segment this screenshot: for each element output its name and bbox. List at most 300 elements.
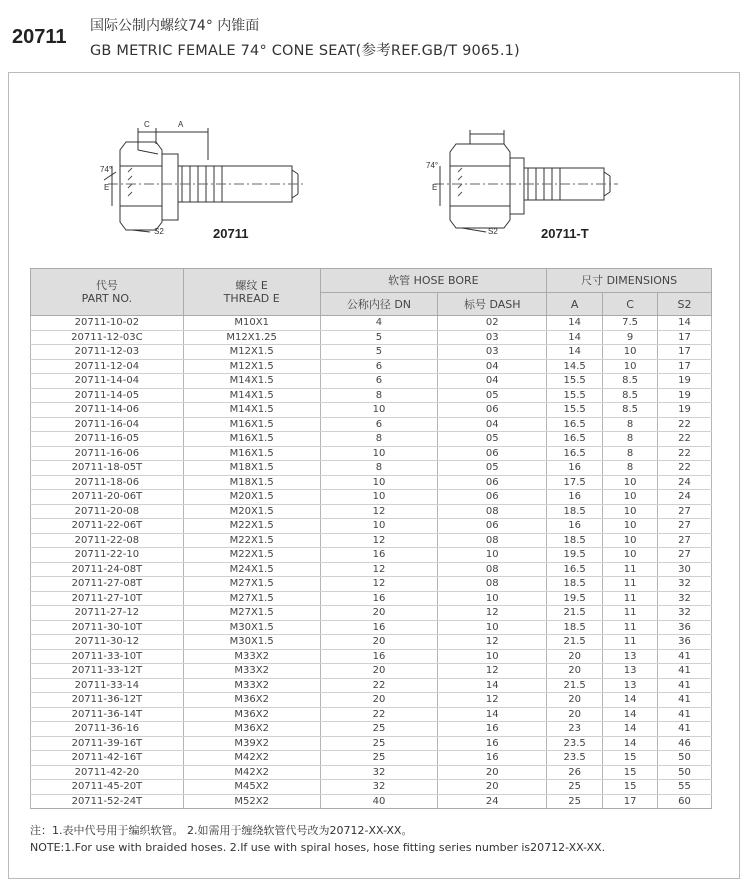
table-row: [31, 548, 712, 563]
cell-a: 20: [547, 707, 603, 722]
table-row: [31, 417, 712, 432]
cell-part-no: 20711-33-14: [31, 678, 184, 693]
cell-a: 23.5: [547, 736, 603, 751]
cell-dn: 5: [320, 345, 438, 360]
cell-a: 16: [547, 519, 603, 534]
cell-c: 13: [603, 664, 658, 679]
cell-part-no: 20711-27-10T: [31, 591, 184, 606]
cell-part-no: 20711-14-04: [31, 374, 184, 389]
cell-a: 16.5: [547, 417, 603, 432]
cell-dn: 32: [320, 765, 438, 780]
cell-s2: 32: [658, 577, 712, 592]
cell-c: 14: [603, 707, 658, 722]
cell-dn: 25: [320, 751, 438, 766]
cell-dash: 10: [438, 649, 547, 664]
fitting-20711-t-svg: [422, 110, 622, 235]
cell-c: 8.5: [603, 374, 658, 389]
cell-thread: M18X1.5: [183, 475, 320, 490]
note-cn: 注：1.表中代号用于编织软管。 2.如需用于缠绕软管代号改为20712-XX-XX。: [30, 824, 413, 837]
cell-dn: 10: [320, 403, 438, 418]
cell-thread: M16X1.5: [183, 417, 320, 432]
cell-c: 14: [603, 736, 658, 751]
cell-part-no: 20711-27-12: [31, 606, 184, 621]
cell-part-no: 20711-10-02: [31, 316, 184, 331]
cell-c: 11: [603, 577, 658, 592]
cell-part-no: 20711-36-14T: [31, 707, 184, 722]
cell-part-no: 20711-18-05T: [31, 461, 184, 476]
table-row: [31, 722, 712, 737]
cell-c: 8: [603, 432, 658, 447]
cell-thread: M16X1.5: [183, 432, 320, 447]
cell-a: 25: [547, 780, 603, 795]
cell-part-no: 20711-12-03: [31, 345, 184, 360]
cell-a: 21.5: [547, 635, 603, 650]
table-row: [31, 751, 712, 766]
angle-label-t: 74°: [426, 161, 439, 170]
cell-dn: 8: [320, 432, 438, 447]
dim-a-label: A: [178, 120, 184, 129]
cell-dash: 05: [438, 388, 547, 403]
cell-a: 14: [547, 330, 603, 345]
cell-a: 21.5: [547, 678, 603, 693]
col-header-s2: S2: [658, 293, 712, 316]
cell-c: 15: [603, 765, 658, 780]
cell-s2: 14: [658, 316, 712, 331]
cell-dash: 08: [438, 533, 547, 548]
cell-dash: 03: [438, 330, 547, 345]
cell-thread: M42X2: [183, 765, 320, 780]
cell-dash: 14: [438, 678, 547, 693]
cell-part-no: 20711-52-24T: [31, 794, 184, 809]
table-row: [31, 475, 712, 490]
drawing-caption-20711: 20711: [213, 226, 249, 241]
cell-thread: M36X2: [183, 707, 320, 722]
cell-dash: 06: [438, 490, 547, 505]
cell-dash: 04: [438, 417, 547, 432]
cell-part-no: 20711-30-10T: [31, 620, 184, 635]
cell-dn: 6: [320, 374, 438, 389]
cell-a: 20: [547, 664, 603, 679]
cell-thread: M36X2: [183, 722, 320, 737]
cell-thread: M39X2: [183, 736, 320, 751]
cell-thread: M27X1.5: [183, 591, 320, 606]
cell-a: 23.5: [547, 751, 603, 766]
cell-dash: 05: [438, 461, 547, 476]
cell-dash: 10: [438, 620, 547, 635]
cell-c: 10: [603, 490, 658, 505]
cell-part-no: 20711-22-08: [31, 533, 184, 548]
table-row: [31, 678, 712, 693]
cell-thread: M20X1.5: [183, 504, 320, 519]
cell-thread: M12X1.5: [183, 345, 320, 360]
cell-s2: 50: [658, 751, 712, 766]
cell-c: 9: [603, 330, 658, 345]
cell-c: 14: [603, 722, 658, 737]
cell-c: 11: [603, 635, 658, 650]
cell-s2: 19: [658, 374, 712, 389]
cell-s2: 24: [658, 490, 712, 505]
cell-dn: 25: [320, 722, 438, 737]
cell-thread: M42X2: [183, 751, 320, 766]
cell-dash: 06: [438, 519, 547, 534]
cell-dn: 8: [320, 461, 438, 476]
cell-part-no: 20711-22-06T: [31, 519, 184, 534]
cell-dn: 8: [320, 388, 438, 403]
cell-thread: M27X1.5: [183, 577, 320, 592]
spec-table-body: [31, 316, 712, 809]
cell-a: 15.5: [547, 388, 603, 403]
cell-thread: M45X2: [183, 780, 320, 795]
cell-part-no: 20711-36-12T: [31, 693, 184, 708]
cell-dn: 10: [320, 490, 438, 505]
cell-thread: M33X2: [183, 649, 320, 664]
cell-a: 14: [547, 316, 603, 331]
cell-dash: 08: [438, 504, 547, 519]
cell-dn: 20: [320, 606, 438, 621]
table-row: [31, 316, 712, 331]
cell-s2: 17: [658, 359, 712, 374]
table-row: [31, 388, 712, 403]
cell-thread: M22X1.5: [183, 533, 320, 548]
cell-thread: M12X1.5: [183, 359, 320, 374]
cell-dash: 16: [438, 722, 547, 737]
table-row: [31, 345, 712, 360]
cell-dn: 12: [320, 577, 438, 592]
cell-part-no: 20711-20-06T: [31, 490, 184, 505]
col-header-dn: 公称内径 DN: [320, 293, 438, 316]
cell-c: 11: [603, 591, 658, 606]
cell-part-no: 20711-33-10T: [31, 649, 184, 664]
cell-a: 15.5: [547, 374, 603, 389]
col-header-dimensions: 尺寸 DIMENSIONS: [547, 269, 712, 293]
header-title-en: GB METRIC FEMALE 74° CONE SEAT(参考REF.GB/T 9065.1): [90, 43, 520, 59]
cell-thread: M22X1.5: [183, 519, 320, 534]
cell-a: 14.5: [547, 359, 603, 374]
table-row: [31, 562, 712, 577]
cell-a: 23: [547, 722, 603, 737]
cell-s2: 17: [658, 330, 712, 345]
cell-c: 8.5: [603, 403, 658, 418]
cell-thread: M16X1.5: [183, 446, 320, 461]
col-header-part-en: PART NO.: [81, 292, 133, 305]
dim-e-label-t: E: [432, 183, 438, 192]
cell-dash: 06: [438, 475, 547, 490]
col-header-thread-en: THREAD E: [223, 292, 280, 305]
table-row: [31, 403, 712, 418]
table-row: [31, 504, 712, 519]
cell-thread: M30X1.5: [183, 635, 320, 650]
cell-part-no: 20711-16-06: [31, 446, 184, 461]
spec-table: [30, 268, 712, 809]
cell-dash: 08: [438, 562, 547, 577]
cell-dash: 20: [438, 765, 547, 780]
cell-s2: 22: [658, 446, 712, 461]
table-row: [31, 707, 712, 722]
cell-a: 20: [547, 649, 603, 664]
table-row: [31, 765, 712, 780]
cell-dash: 12: [438, 664, 547, 679]
table-row: [31, 794, 712, 809]
cell-dn: 20: [320, 693, 438, 708]
table-row: [31, 693, 712, 708]
cell-c: 8: [603, 461, 658, 476]
cell-c: 15: [603, 780, 658, 795]
cell-thread: M22X1.5: [183, 548, 320, 563]
fitting-drawing-20711-t: [422, 110, 622, 235]
table-row: [31, 736, 712, 751]
cell-dash: 04: [438, 374, 547, 389]
cell-a: 16.5: [547, 562, 603, 577]
cell-dash: 08: [438, 577, 547, 592]
col-header-part: [31, 269, 184, 316]
cell-c: 10: [603, 475, 658, 490]
cell-dash: 02: [438, 316, 547, 331]
cell-dn: 25: [320, 736, 438, 751]
cell-s2: 60: [658, 794, 712, 809]
cell-dn: 16: [320, 591, 438, 606]
cell-c: 8: [603, 446, 658, 461]
cell-dash: 20: [438, 780, 547, 795]
cell-s2: 17: [658, 345, 712, 360]
col-header-part-cn: 代号: [95, 279, 118, 292]
cell-part-no: 20711-39-16T: [31, 736, 184, 751]
table-row: [31, 519, 712, 534]
cell-dash: 16: [438, 736, 547, 751]
cell-dash: 12: [438, 635, 547, 650]
cell-dn: 12: [320, 562, 438, 577]
cell-dn: 12: [320, 504, 438, 519]
cell-c: 10: [603, 548, 658, 563]
cell-dash: 04: [438, 359, 547, 374]
cell-s2: 24: [658, 475, 712, 490]
cell-s2: 41: [658, 707, 712, 722]
fitting-drawing-20711: [98, 110, 308, 235]
cell-thread: M36X2: [183, 693, 320, 708]
fitting-20711-svg: [98, 110, 308, 235]
cell-s2: 27: [658, 548, 712, 563]
cell-a: 18.5: [547, 577, 603, 592]
cell-s2: 50: [658, 765, 712, 780]
col-header-thread-cn: 螺纹 E: [235, 279, 268, 292]
cell-dn: 10: [320, 446, 438, 461]
cell-s2: 27: [658, 504, 712, 519]
cell-dn: 20: [320, 664, 438, 679]
col-header-thread: [183, 269, 320, 316]
cell-s2: 30: [658, 562, 712, 577]
dim-e-label: E: [104, 183, 110, 192]
cell-dn: 22: [320, 707, 438, 722]
cell-s2: 41: [658, 664, 712, 679]
cell-thread: M27X1.5: [183, 606, 320, 621]
table-row: [31, 649, 712, 664]
dim-s2-label: S2: [154, 227, 164, 235]
cell-c: 10: [603, 359, 658, 374]
cell-s2: 27: [658, 533, 712, 548]
cell-s2: 36: [658, 635, 712, 650]
cell-c: 14: [603, 693, 658, 708]
cell-s2: 22: [658, 461, 712, 476]
cell-s2: 46: [658, 736, 712, 751]
cell-thread: M52X2: [183, 794, 320, 809]
cell-c: 10: [603, 533, 658, 548]
cell-c: 11: [603, 562, 658, 577]
cell-dash: 14: [438, 707, 547, 722]
cell-dn: 10: [320, 475, 438, 490]
cell-dn: 12: [320, 533, 438, 548]
cell-s2: 41: [658, 649, 712, 664]
header-title-cn: 国际公制内螺纹74° 内锥面: [90, 18, 260, 34]
cell-a: 16: [547, 461, 603, 476]
cell-dash: 16: [438, 751, 547, 766]
cell-a: 16: [547, 490, 603, 505]
col-header-dash: 标号 DASH: [438, 293, 547, 316]
cell-dn: 4: [320, 316, 438, 331]
cell-thread: M10X1: [183, 316, 320, 331]
cell-dn: 22: [320, 678, 438, 693]
cell-part-no: 20711-16-05: [31, 432, 184, 447]
cell-dn: 40: [320, 794, 438, 809]
cell-part-no: 20711-16-04: [31, 417, 184, 432]
dim-s2-label-t: S2: [488, 227, 498, 235]
cell-a: 20: [547, 693, 603, 708]
drawing-caption-20711-t: 20711-T: [541, 226, 589, 241]
col-header-hose-bore: 软管 HOSE BORE: [320, 269, 547, 293]
cell-part-no: 20711-27-08T: [31, 577, 184, 592]
cell-thread: M24X1.5: [183, 562, 320, 577]
cell-thread: M30X1.5: [183, 620, 320, 635]
cell-part-no: 20711-33-12T: [31, 664, 184, 679]
cell-dn: 20: [320, 635, 438, 650]
cell-a: 14: [547, 345, 603, 360]
cell-s2: 22: [658, 432, 712, 447]
table-row: [31, 432, 712, 447]
cell-dash: 10: [438, 591, 547, 606]
table-row: [31, 591, 712, 606]
cell-dash: 05: [438, 432, 547, 447]
table-row: [31, 490, 712, 505]
table-row: [31, 780, 712, 795]
cell-dn: 32: [320, 780, 438, 795]
header-code: 20711: [12, 26, 67, 48]
cell-a: 18.5: [547, 504, 603, 519]
cell-thread: M18X1.5: [183, 461, 320, 476]
cell-c: 15: [603, 751, 658, 766]
cell-a: 17.5: [547, 475, 603, 490]
cell-part-no: 20711-14-06: [31, 403, 184, 418]
cell-dn: 16: [320, 649, 438, 664]
cell-a: 16.5: [547, 432, 603, 447]
table-row: [31, 606, 712, 621]
cell-dash: 06: [438, 446, 547, 461]
table-row: [31, 461, 712, 476]
cell-dn: 6: [320, 417, 438, 432]
cell-c: 8.5: [603, 388, 658, 403]
cell-part-no: 20711-36-16: [31, 722, 184, 737]
cell-part-no: 20711-45-20T: [31, 780, 184, 795]
cell-a: 18.5: [547, 533, 603, 548]
cell-part-no: 20711-22-10: [31, 548, 184, 563]
table-row: [31, 446, 712, 461]
cell-a: 16.5: [547, 446, 603, 461]
cell-part-no: 20711-12-03C: [31, 330, 184, 345]
dim-c-label: C: [144, 120, 150, 129]
cell-dash: 12: [438, 606, 547, 621]
cell-c: 10: [603, 345, 658, 360]
angle-label: 74°: [100, 165, 113, 174]
note-en: NOTE:1.For use with braided hoses. 2.If use with spiral hoses, hose fitting series number is20712-XX-XX.: [30, 841, 606, 854]
cell-s2: 19: [658, 403, 712, 418]
table-row: [31, 374, 712, 389]
cell-dash: 12: [438, 693, 547, 708]
table-row: [31, 577, 712, 592]
cell-a: 21.5: [547, 606, 603, 621]
cell-c: 17: [603, 794, 658, 809]
cell-thread: M14X1.5: [183, 403, 320, 418]
cell-dn: 5: [320, 330, 438, 345]
cell-a: 18.5: [547, 620, 603, 635]
cell-dn: 6: [320, 359, 438, 374]
cell-part-no: 20711-18-06: [31, 475, 184, 490]
cell-thread: M14X1.5: [183, 388, 320, 403]
cell-c: 10: [603, 504, 658, 519]
cell-a: 19.5: [547, 591, 603, 606]
cell-dash: 03: [438, 345, 547, 360]
cell-s2: 32: [658, 591, 712, 606]
cell-c: 8: [603, 417, 658, 432]
cell-thread: M12X1.25: [183, 330, 320, 345]
cell-part-no: 20711-20-08: [31, 504, 184, 519]
cell-s2: 22: [658, 417, 712, 432]
cell-c: 10: [603, 519, 658, 534]
cell-s2: 32: [658, 606, 712, 621]
cell-c: 13: [603, 649, 658, 664]
col-header-c: C: [603, 293, 658, 316]
cell-a: 26: [547, 765, 603, 780]
notes: [30, 822, 605, 856]
cell-dash: 06: [438, 403, 547, 418]
cell-s2: 55: [658, 780, 712, 795]
cell-dn: 10: [320, 519, 438, 534]
cell-c: 11: [603, 620, 658, 635]
cell-s2: 36: [658, 620, 712, 635]
cell-s2: 27: [658, 519, 712, 534]
cell-thread: M20X1.5: [183, 490, 320, 505]
cell-part-no: 20711-42-16T: [31, 751, 184, 766]
cell-part-no: 20711-12-04: [31, 359, 184, 374]
cell-part-no: 20711-42-20: [31, 765, 184, 780]
table-row: [31, 533, 712, 548]
cell-part-no: 20711-14-05: [31, 388, 184, 403]
cell-c: 7.5: [603, 316, 658, 331]
cell-s2: 41: [658, 678, 712, 693]
cell-a: 19.5: [547, 548, 603, 563]
cell-thread: M33X2: [183, 664, 320, 679]
cell-dn: 16: [320, 548, 438, 563]
cell-part-no: 20711-24-08T: [31, 562, 184, 577]
cell-dn: 16: [320, 620, 438, 635]
cell-s2: 41: [658, 693, 712, 708]
cell-dash: 24: [438, 794, 547, 809]
cell-part-no: 20711-30-12: [31, 635, 184, 650]
cell-thread: M14X1.5: [183, 374, 320, 389]
table-row: [31, 635, 712, 650]
table-row: [31, 664, 712, 679]
table-row: [31, 330, 712, 345]
cell-a: 15.5: [547, 403, 603, 418]
cell-c: 13: [603, 678, 658, 693]
cell-a: 25: [547, 794, 603, 809]
cell-c: 11: [603, 606, 658, 621]
